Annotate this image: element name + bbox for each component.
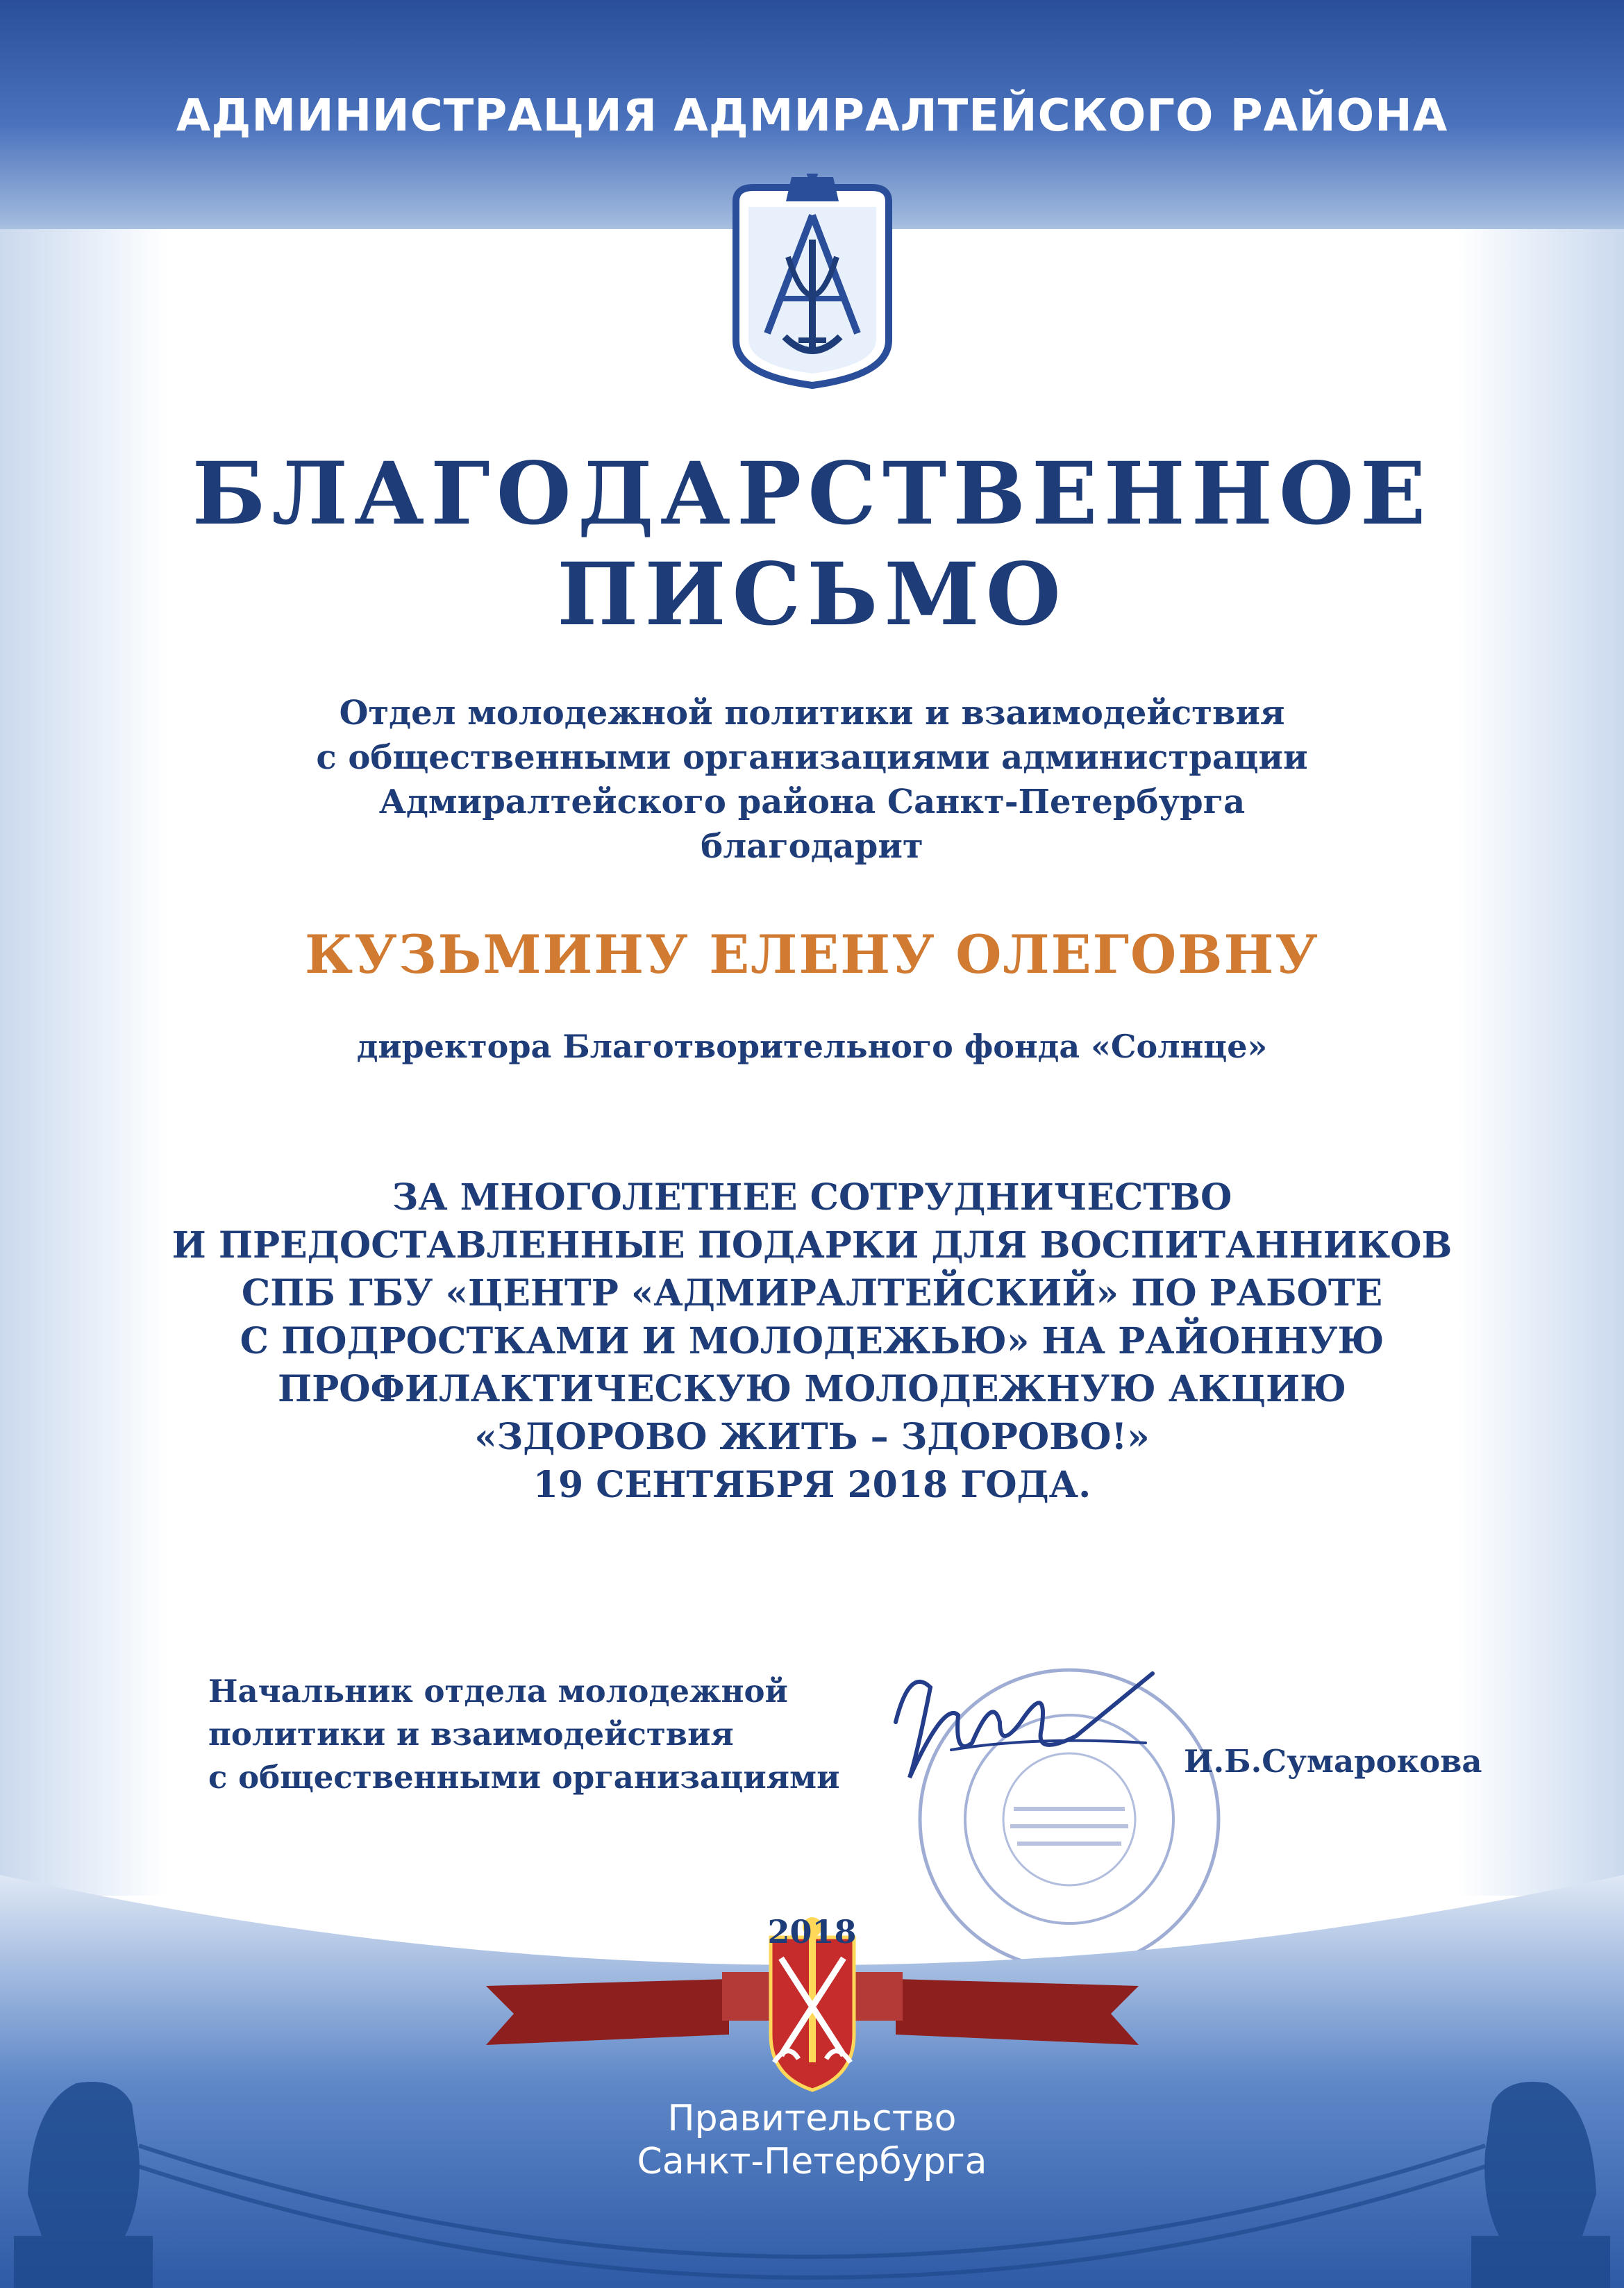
reason-line: СПБ ГБУ «ЦЕНТР «АДМИРАЛТЕЙСКИЙ» ПО РАБОТЕ	[241, 1272, 1383, 1314]
reason-line: И ПРЕДОСТАВЛЕННЫЕ ПОДАРКИ ДЛЯ ВОСПИТАННИКОВ	[171, 1224, 1453, 1267]
reason-text	[0, 1174, 1624, 1509]
signer-title-line: политики и взаимодействия	[208, 1716, 734, 1753]
header-organization: АДМИНИСТРАЦИЯ АДМИРАЛТЕЙСКОГО РАЙОНА	[176, 90, 1448, 142]
signer-title	[208, 1670, 839, 1799]
year-label: 2018	[767, 1913, 857, 1951]
reason-line: «ЗДОРОВО ЖИТЬ – ЗДОРОВО!»	[474, 1416, 1150, 1458]
letter-title-line1: БЛАГОДАРСТВЕННОЕ	[192, 444, 1432, 544]
government-label	[0, 2097, 1624, 2183]
intro-line: Адмиралтейского района Санкт-Петербурга	[378, 783, 1246, 821]
signer-title-line: Начальник отдела молодежной	[208, 1673, 788, 1710]
government-line1: Правительство	[667, 2098, 957, 2139]
intro-text	[0, 691, 1624, 869]
signer-title-line: с общественными организациями	[208, 1759, 840, 1796]
reason-line: 19 СЕНТЯБРЯ 2018 ГОДА.	[533, 1464, 1091, 1506]
signer-name: И.Б.Сумарокова	[1184, 1743, 1482, 1780]
reason-line: ПРОФИЛАКТИЧЕСКУЮ МОЛОДЕЖНУЮ АКЦИЮ	[277, 1368, 1347, 1410]
reason-line: ЗА МНОГОЛЕТНЕЕ СОТРУДНИЧЕСТВО	[392, 1176, 1232, 1219]
district-coat-of-arms-icon	[722, 174, 903, 389]
letter-title-line2: ПИСЬМО	[557, 544, 1067, 645]
handwritten-signature	[868, 1639, 1160, 1798]
government-line2: Санкт-Петербурга	[637, 2141, 987, 2182]
intro-line: с общественными организациями администрации	[316, 738, 1308, 777]
reason-line: С ПОДРОСТКАМИ И МОЛОДЕЖЬЮ» НА РАЙОННУЮ	[240, 1320, 1384, 1362]
recipient-name: КУЗЬМИНУ ЕЛЕНУ ОЛЕГОВНУ	[305, 924, 1319, 985]
intro-line: благодарит	[701, 827, 923, 866]
recipient-position: директора Благотворительного фонда «Солнце»	[356, 1028, 1268, 1065]
intro-line: Отдел молодежной политики и взаимодействия	[339, 694, 1285, 733]
